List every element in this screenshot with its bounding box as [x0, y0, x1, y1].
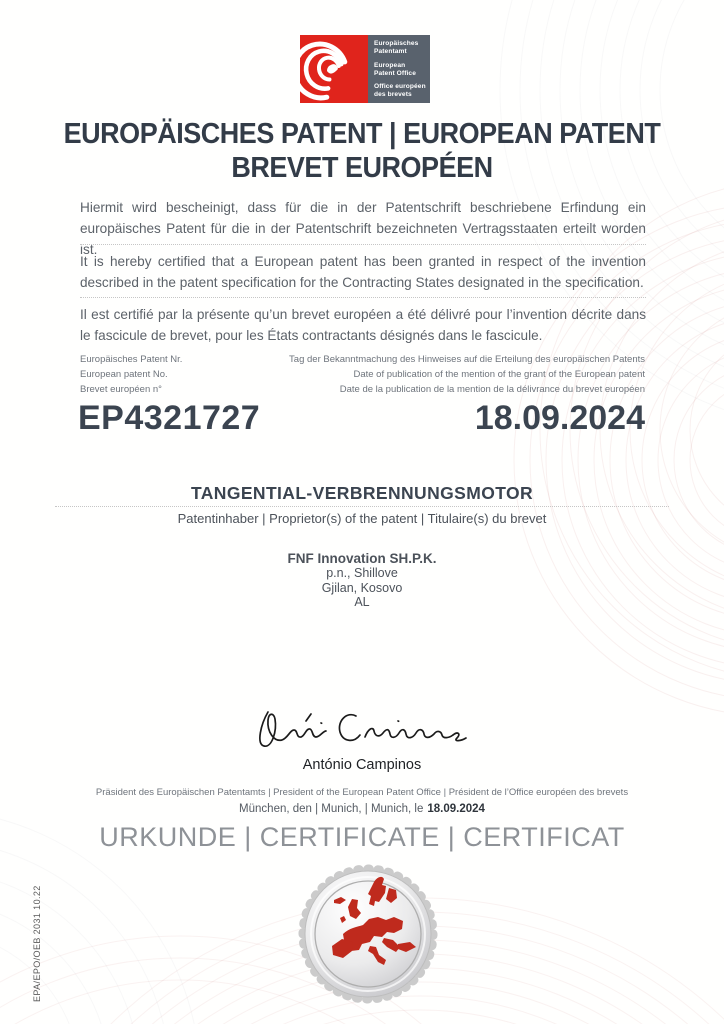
epo-logo-names: [368, 35, 430, 103]
grant-date: 18.09.2024: [474, 399, 645, 437]
form-code: EPA/EPO/OEB 2031 10.22: [32, 885, 42, 1002]
epo-name-fr: [374, 83, 428, 99]
proprietor-address-line: AL: [354, 595, 370, 609]
epo-name-de-line2: Patentamt: [374, 48, 407, 55]
europe-map-seal: [296, 862, 440, 1006]
patent-number-label-en: European patent No.: [80, 369, 168, 380]
patent-number-labels: [80, 352, 182, 397]
grant-date-label-en: Date of publication of the mention of the grant of the European patent: [353, 369, 645, 380]
page-title-line2: BREVET EUROPÉEN: [231, 152, 493, 184]
patent-number-label-fr: Brevet européen n°: [80, 384, 162, 395]
epo-name-en-line2: Patent Office: [374, 69, 416, 77]
statement-french: Il est certifié par la présente qu’un brevet européen a été délivré pour l’invention décrite dans le fascicule de brevet, pour les États contractants désignés dans le fascicule.: [80, 307, 646, 343]
proprietor-block: [0, 551, 724, 610]
signature-icon: [248, 700, 478, 758]
dotted-separator: [55, 506, 669, 507]
proprietor-address-line: p.n., Shillove: [326, 566, 398, 580]
proprietor-label: Patentinhaber | Proprietor(s) of the patent | Titulaire(s) du brevet: [177, 511, 547, 526]
certificate-words: URKUNDE | CERTIFICATE | CERTIFICAT: [99, 822, 625, 852]
statement-german: Hiermit wird bescheinigt, dass für die in der Patentschrift beschriebene Erfindung ein europäisches Patent für die in der Patentschrift bezeichneten Vertragsstaaten erteilt worden ist.: [80, 200, 646, 257]
epo-name-fr-line2: des brevets: [374, 91, 412, 98]
proprietor-name: FNF Innovation SH.P.K.: [287, 551, 437, 566]
place-date-label: München, den | Munich, | Munich, le: [239, 803, 424, 815]
page-title: [25, 117, 698, 185]
signatory-name: António Campinos: [302, 757, 422, 773]
dotted-separator: [80, 297, 646, 298]
dotted-separator: [80, 244, 646, 245]
epo-name-en: [374, 62, 428, 78]
place-date-line: [0, 803, 724, 815]
epo-logo: [300, 35, 430, 103]
patent-number: EP4321727: [78, 399, 261, 437]
signature-date: 18.09.2024: [427, 803, 485, 815]
proprietor-address-line: Gjilan, Kosovo: [321, 580, 403, 595]
statement-english: It is hereby certified that a European patent has been granted in respect of the invention described in the patent specification for the Contracting States designated in the specification.: [80, 254, 646, 290]
epo-name-de: [374, 40, 428, 56]
grant-date-labels: [289, 352, 645, 397]
invention-title: TANGENTIAL-VERBRENNUNGSMOTOR: [190, 483, 534, 503]
grant-date-label-fr: Date de la publication de la mention de la délivrance du brevet européen: [339, 384, 645, 395]
epo-name-en-line1: European: [374, 61, 406, 69]
epo-logo-mark: [300, 35, 368, 103]
page-title-line1: EUROPÄISCHES PATENT | EUROPEAN PATENT: [63, 118, 661, 150]
epo-name-de-line1: Europäisches: [374, 40, 419, 47]
president-line: Präsident des Europäischen Patentamts | President of the European Patent Office | Président de l’Office européen des brevets: [95, 787, 629, 798]
grant-date-label-de: Tag der Bekanntmachung des Hinweises auf die Erteilung des europäischen Patents: [289, 354, 645, 365]
patent-number-label-de: Europäisches Patent Nr.: [80, 354, 183, 365]
epo-name-fr-line1: Office européen: [374, 83, 426, 90]
epo-swirl-icon: [300, 35, 368, 103]
